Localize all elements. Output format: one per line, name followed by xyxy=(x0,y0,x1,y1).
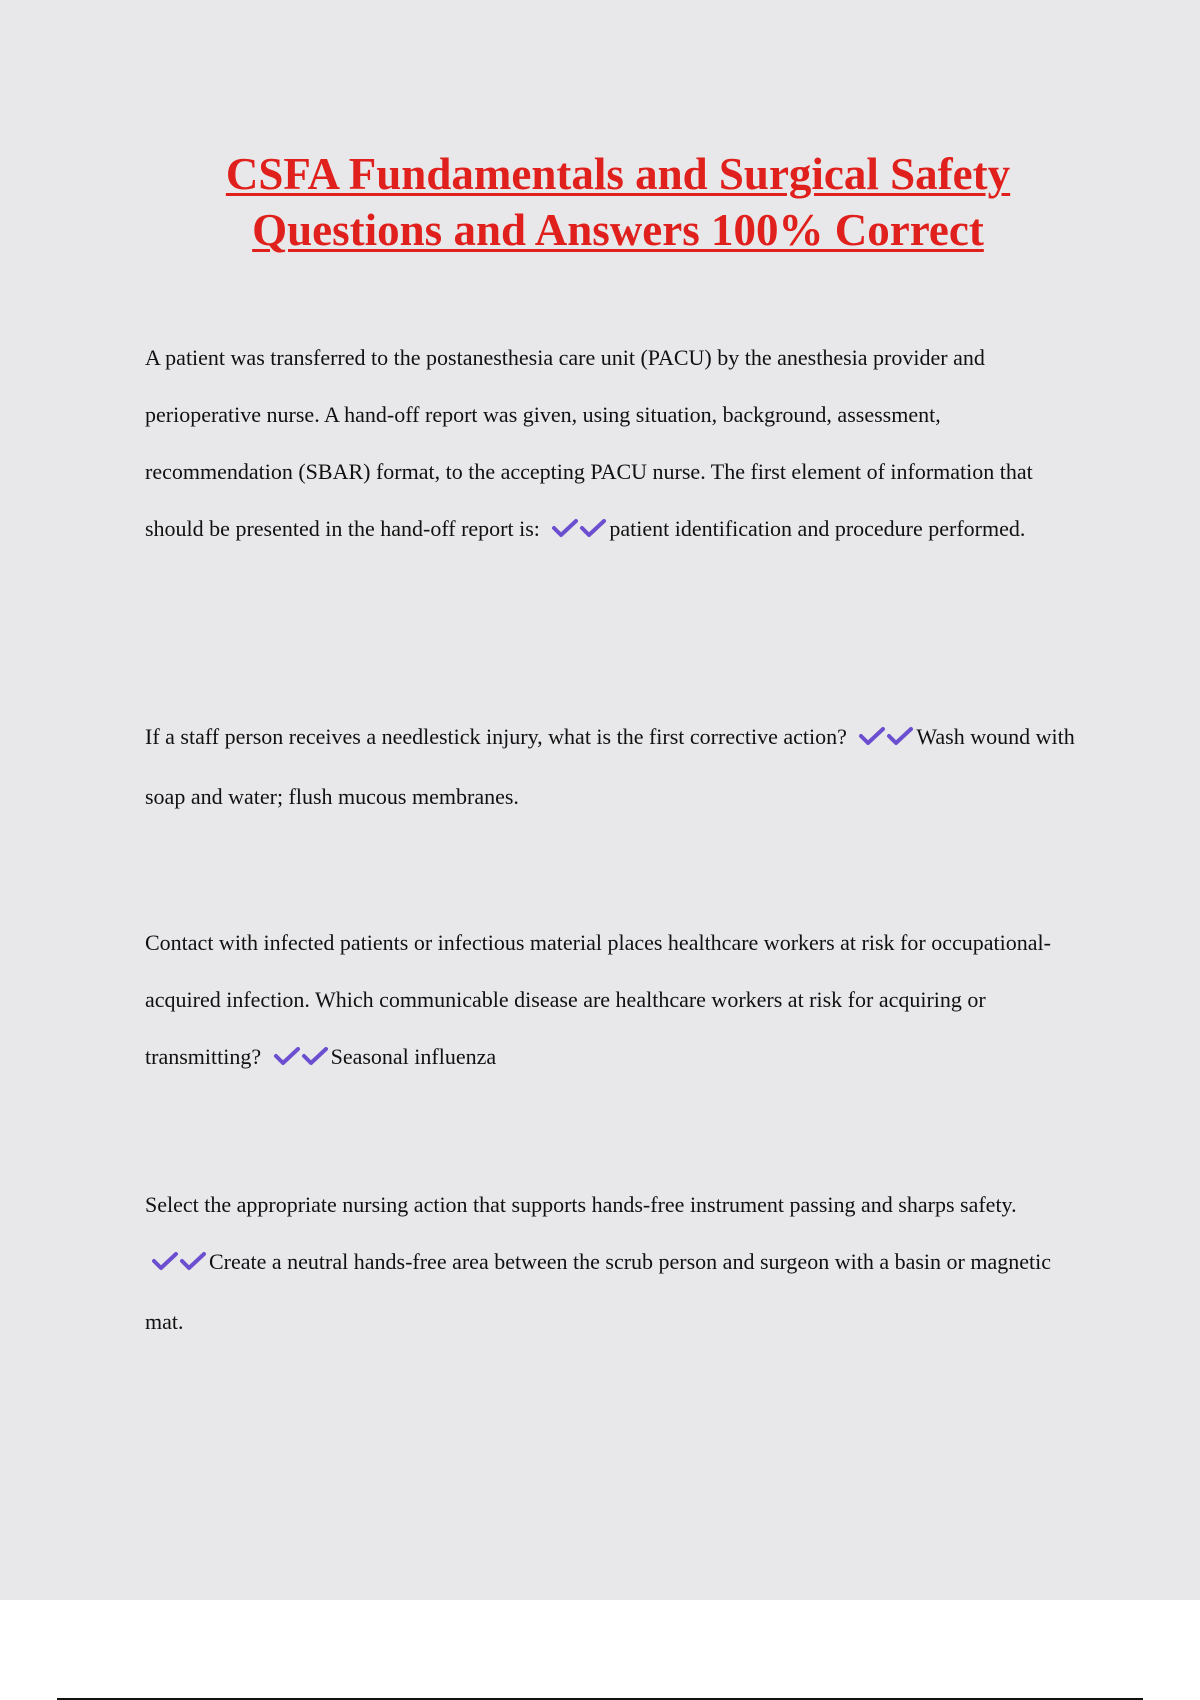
double-check-icon xyxy=(551,503,607,560)
qa-item-1 xyxy=(145,329,1085,560)
question-text: Select the appropriate nursing action that supports hands-free instrument passing and sharps safety. xyxy=(145,1192,1017,1217)
qa-item-4 xyxy=(145,1176,1085,1350)
answer-text: Seasonal influenza xyxy=(330,1044,497,1069)
check-icon xyxy=(151,1250,179,1272)
answer-text: Wash wound with soap and water; flush mucous membranes. xyxy=(145,724,1075,809)
check-icon xyxy=(886,725,914,747)
double-check-icon xyxy=(858,711,914,768)
title-line-1: CSFA Fundamentals and Surgical Safety xyxy=(225,149,1011,199)
check-icon xyxy=(301,1045,329,1067)
question-text: A patient was transferred to the postanesthesia care unit (PACU) by the anesthesia provider and perioperative nurse. A hand-off report was given, using situation, background, assessment, recommendation (SBAR) format, to the accepting PACU nurse. The first element of information that should be presented in the hand-off report is: xyxy=(145,345,1033,541)
question-text: If a staff person receives a needlestick injury, what is the first corrective action? xyxy=(145,724,847,749)
qa-item-2 xyxy=(145,708,1085,825)
check-icon xyxy=(551,517,579,539)
check-icon xyxy=(858,725,886,747)
double-check-icon xyxy=(151,1236,207,1293)
question-text: Contact with infected patients or infectious material places healthcare workers at risk for occupational-acquired infection. Which communicable disease are healthcare workers at risk for acquiring or transmitting? xyxy=(145,930,1051,1069)
document-title xyxy=(0,146,1200,258)
answer-text: patient identification and procedure performed. xyxy=(609,516,1026,541)
answer-text: Create a neutral hands-free area between the scrub person and surgeon with a basin or magnetic mat. xyxy=(145,1249,1051,1334)
check-icon xyxy=(579,517,607,539)
check-icon xyxy=(273,1045,301,1067)
qa-item-3 xyxy=(145,914,1085,1088)
double-check-icon xyxy=(273,1031,329,1088)
check-icon xyxy=(179,1250,207,1272)
title-line-2: Questions and Answers 100% Correct xyxy=(252,205,984,255)
